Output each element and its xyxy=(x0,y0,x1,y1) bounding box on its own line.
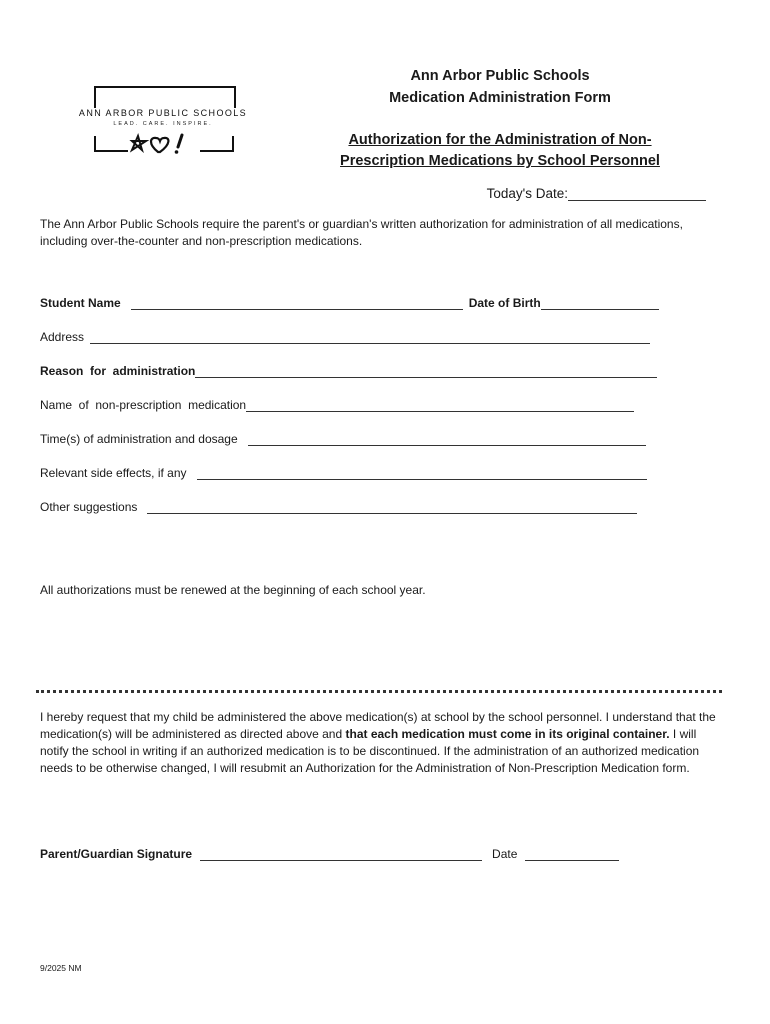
address-line[interactable] xyxy=(90,331,650,344)
date-of-birth-line[interactable] xyxy=(541,297,659,310)
authorization-title-line1: Authorization for the Administration of Non- xyxy=(348,132,652,148)
request-paragraph xyxy=(40,709,720,777)
other-suggestions-row xyxy=(40,496,637,514)
address-label: Address xyxy=(40,330,85,344)
request-text-part1: I hereby request that my child be administered the above medication(s) at school by the school personnel. I understand that the medication(s) will be administered as directed above and xyxy=(40,710,716,741)
todays-date xyxy=(487,186,706,201)
signature-label: Parent/Guardian Signature xyxy=(40,847,193,861)
side-effects-label: Relevant side effects, if any xyxy=(40,466,187,480)
times-dosage-label: Time(s) of administration and dosage xyxy=(40,432,238,446)
signature-date-line[interactable] xyxy=(525,848,619,861)
school-name-heading: Ann Arbor Public Schools xyxy=(410,68,590,84)
side-effects-row xyxy=(40,462,647,480)
other-suggestions-label: Other suggestions xyxy=(40,500,138,514)
side-effects-line[interactable] xyxy=(197,467,647,480)
times-dosage-line[interactable] xyxy=(248,433,646,446)
renewal-note: All authorizations must be renewed at the beginning of each school year. xyxy=(40,583,426,597)
times-dosage-row xyxy=(40,428,646,446)
logo-bracket-bottom-left xyxy=(94,136,128,152)
intro-paragraph: The Ann Arbor Public Schools require the parent's or guardian's written authorization for administration of all medications, including over-the-counter and non-prescription medications. xyxy=(40,217,683,248)
logo-glyphs-icon xyxy=(128,132,198,156)
dotted-divider xyxy=(36,690,722,693)
logo-bracket-top xyxy=(94,86,236,110)
student-name-row xyxy=(40,292,659,310)
revision-footer: 9/2025 NM xyxy=(40,963,82,973)
logo-school-name: ANN ARBOR PUBLIC SCHOOLS xyxy=(76,108,250,118)
request-text-part2: I will notify the school in writing if an authorized medication is to be discontinued. If the administration of an authorized medication needs to be otherwise changed, I will resubmit an Authorization for the Administration of Non-Prescription Medication form. xyxy=(40,727,700,775)
medication-name-line[interactable] xyxy=(246,399,634,412)
reason-row xyxy=(40,360,657,378)
other-suggestions-line[interactable] xyxy=(147,501,637,514)
date-of-birth-label: Date of Birth xyxy=(468,296,541,310)
student-name-label: Student Name xyxy=(40,296,121,310)
school-logo xyxy=(76,86,248,156)
authorization-title xyxy=(300,130,700,172)
logo-motto: LEAD. CARE. INSPIRE. xyxy=(113,121,213,127)
medication-name-label: Name of non-prescription medication xyxy=(40,398,247,412)
signature-row xyxy=(40,843,619,861)
todays-date-line[interactable] xyxy=(568,188,706,201)
reason-line[interactable] xyxy=(195,365,657,378)
original-container-notice: that each medication must come in its original container. xyxy=(345,727,670,741)
student-name-line[interactable] xyxy=(131,297,463,310)
form-title: Medication Administration Form xyxy=(389,90,611,106)
signature-date-label: Date xyxy=(492,847,518,861)
address-row xyxy=(40,326,650,344)
medication-name-row xyxy=(40,394,634,412)
reason-label: Reason for administration xyxy=(40,364,196,378)
signature-line[interactable] xyxy=(200,848,482,861)
logo-bracket-bottom-right xyxy=(200,136,234,152)
todays-date-label: Today's Date: xyxy=(486,186,568,201)
authorization-title-line2: Prescription Medications by School Personnel xyxy=(340,153,660,169)
